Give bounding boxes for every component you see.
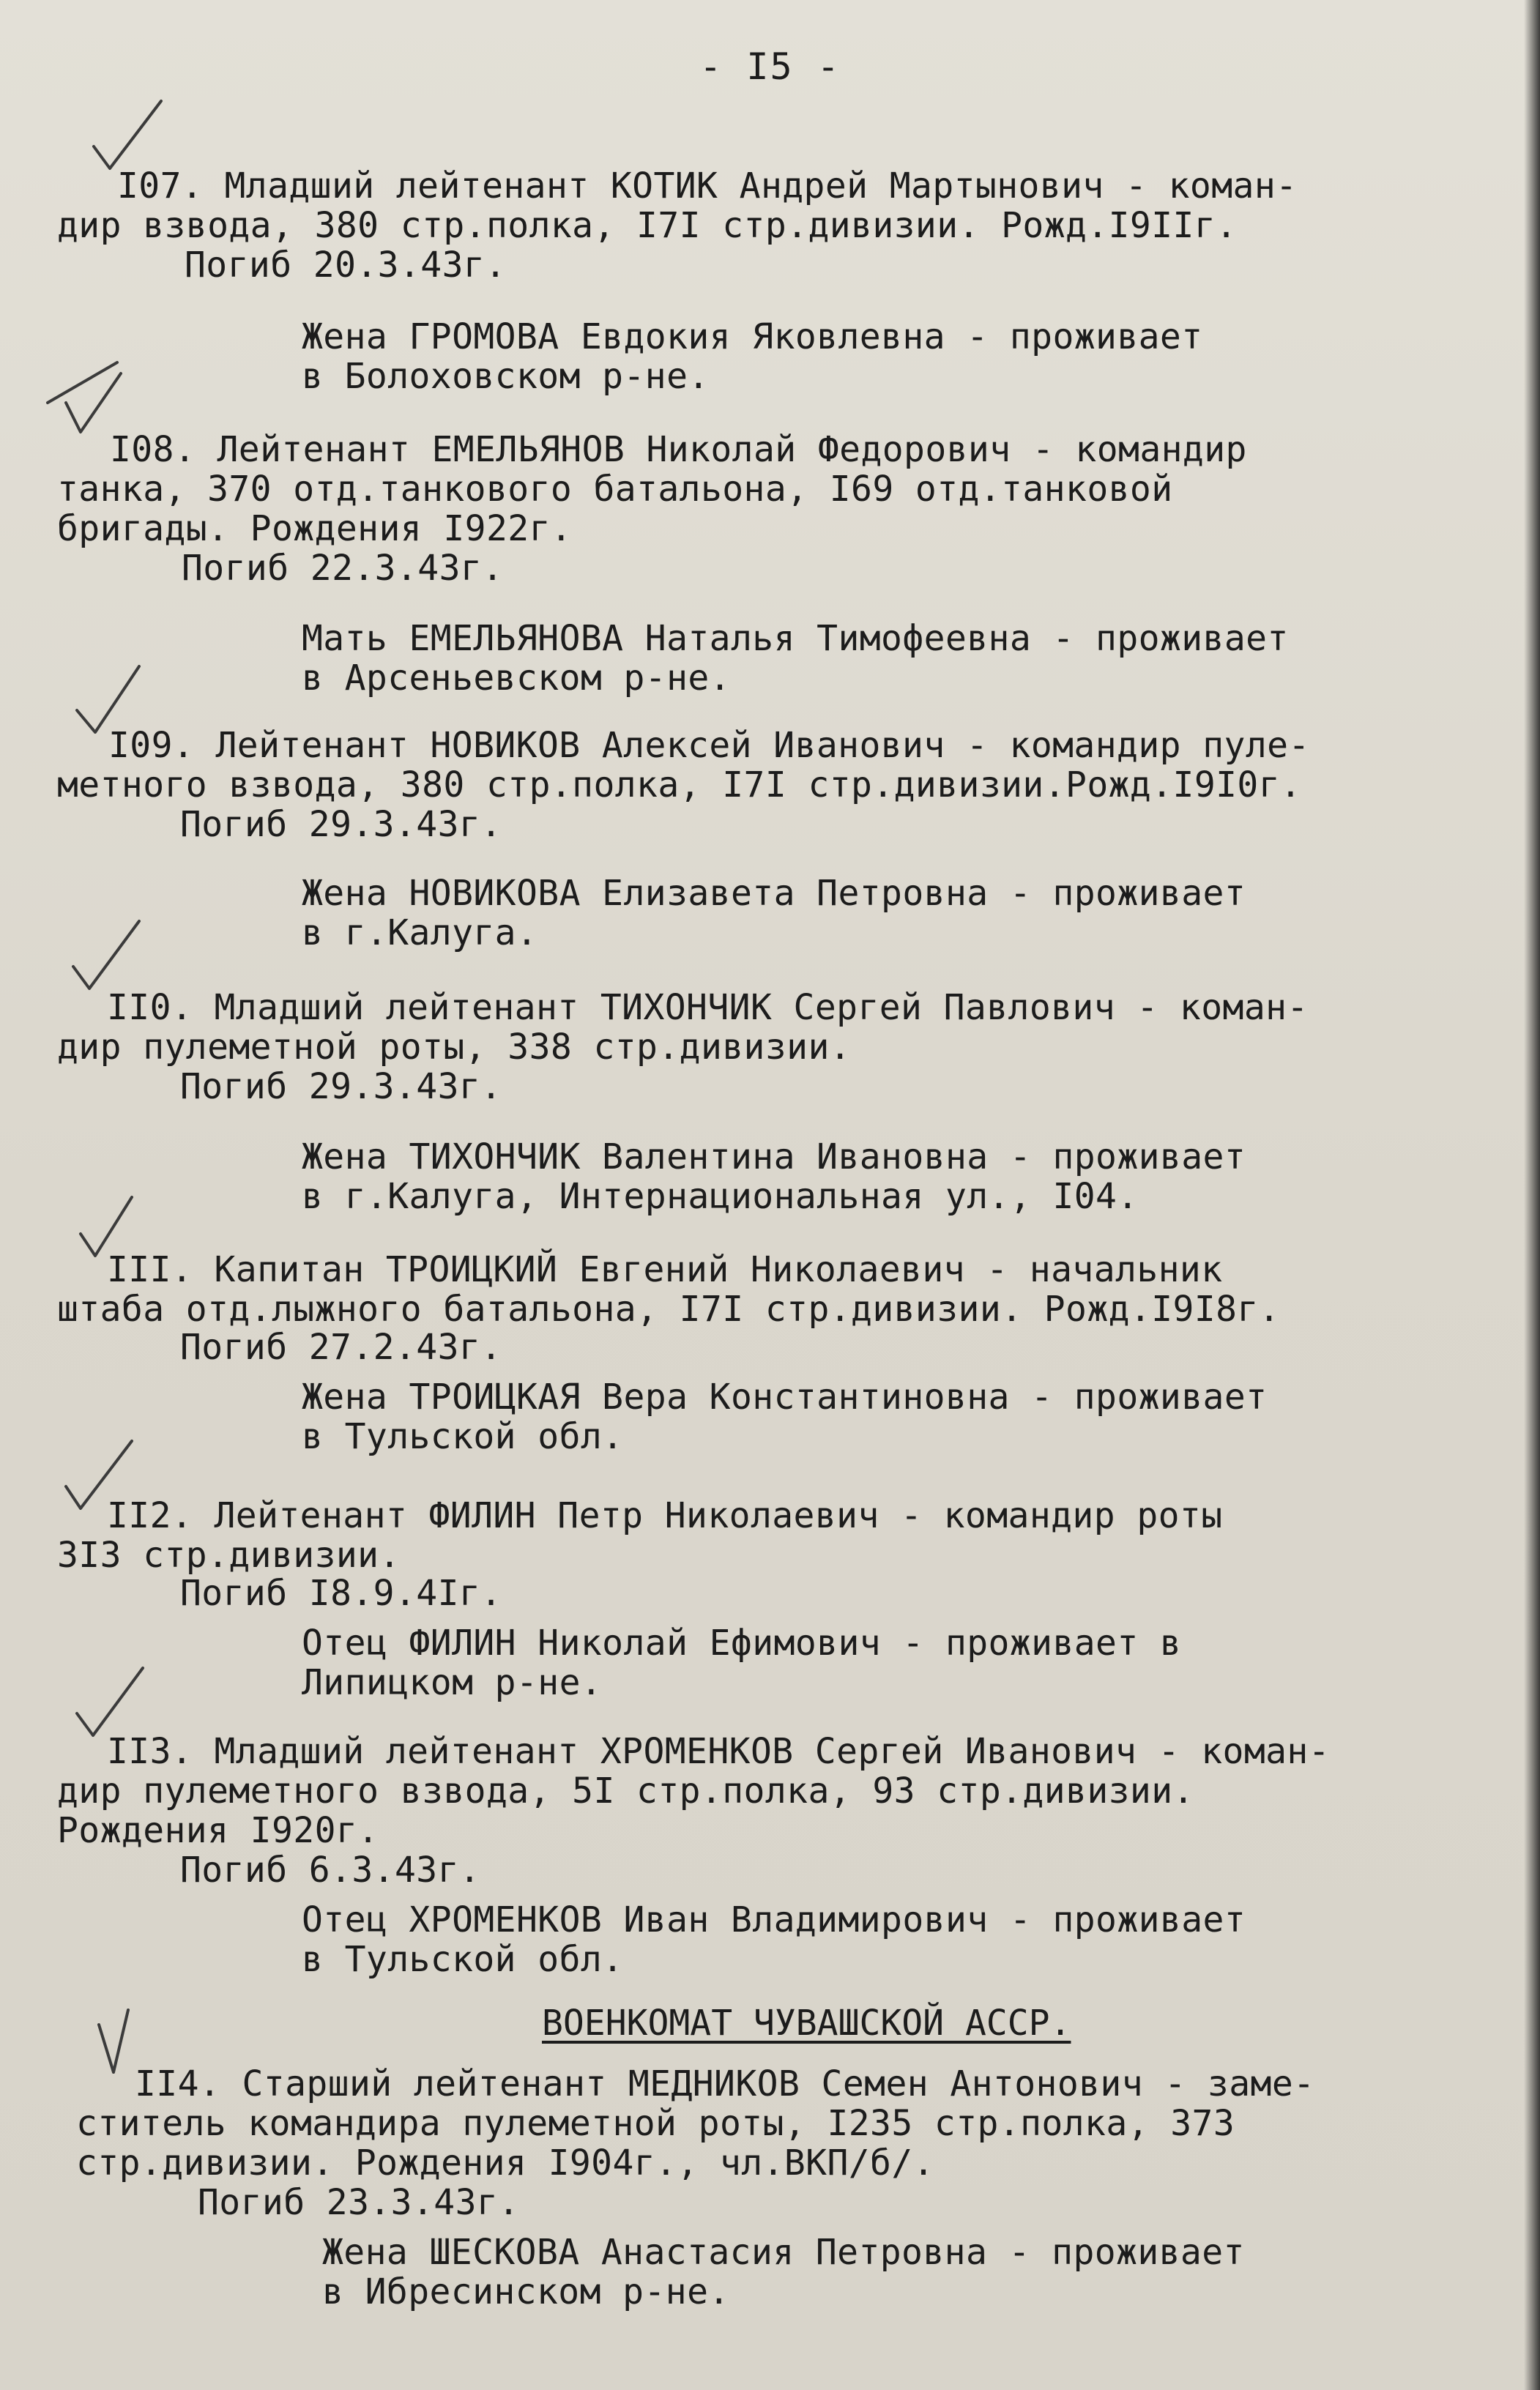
relative-line: в Арсеньевском р-не. bbox=[302, 658, 731, 699]
entry-death-line: Погиб 22.3.43г. bbox=[182, 548, 504, 589]
relative-line: Жена НОВИКОВА Елизавета Петровна - проживает bbox=[302, 873, 1246, 914]
entry-line: I08. Лейтенант ЕМЕЛЬЯНОВ Николай Федорович - командир bbox=[110, 429, 1247, 470]
entry-line: II0. Младший лейтенант ТИХОНЧИК Сергей Павлович - коман- bbox=[107, 987, 1309, 1028]
entry-line: II4. Старший лейтенант МЕДНИКОВ Семен Антонович - заме- bbox=[135, 2063, 1315, 2104]
relative-line: в Ибресинском р-не. bbox=[322, 2271, 730, 2312]
section-title: ВОЕНКОМАТ ЧУВАШСКОЙ АССР. bbox=[542, 2003, 1071, 2044]
entry-death-line: Погиб 29.3.43г. bbox=[180, 804, 502, 845]
relative-line: Отец ФИЛИН Николай Ефимович - проживает в bbox=[302, 1623, 1182, 1664]
entry-death-line: Погиб 29.3.43г. bbox=[180, 1066, 502, 1107]
relative-line: Липицком р-не. bbox=[302, 1662, 603, 1703]
entry-line: дир пулеметной роты, 338 стр.дивизии. bbox=[57, 1027, 852, 1068]
entry-line: I07. Младший лейтенант КОТИК Андрей Мартынович - коман- bbox=[117, 165, 1298, 206]
relative-line: в Тульской обл. bbox=[302, 1939, 624, 1980]
entry-line: стр.дивизии. Рождения I904г., чл.ВКП/б/. bbox=[76, 2143, 934, 2184]
relative-line: в г.Калуга. bbox=[302, 912, 538, 953]
relative-line: в Тульской обл. bbox=[302, 1416, 624, 1457]
entry-line: дир взвода, 380 стр.полка, I7I стр.дивизии. Рожд.I9IIг. bbox=[57, 205, 1238, 246]
relative-line: Отец ХРОМЕНКОВ Иван Владимирович - проживает bbox=[302, 1899, 1246, 1940]
entry-line: танка, 370 отд.танкового батальона, I69 отд.танковой bbox=[57, 469, 1173, 510]
entry-death-line: Погиб 23.3.43г. bbox=[198, 2182, 520, 2223]
entry-death-line: Погиб 27.2.43г. bbox=[180, 1327, 502, 1368]
relative-line: в Болоховском р-не. bbox=[302, 356, 710, 397]
entry-death-line: Погиб 20.3.43г. bbox=[185, 245, 507, 286]
entry-line: I09. Лейтенант НОВИКОВ Алексей Иванович - командир пуле- bbox=[108, 725, 1310, 766]
entry-line: метного взвода, 380 стр.полка, I7I стр.дивизии.Рожд.I9I0г. bbox=[57, 764, 1302, 805]
entry-line: II2. Лейтенант ФИЛИН Петр Николаевич - командир роты bbox=[107, 1495, 1223, 1536]
page-number: - I5 - bbox=[699, 45, 841, 88]
entry-death-line: Погиб I8.9.4Iг. bbox=[180, 1573, 502, 1614]
entry-line: II3. Младший лейтенант ХРОМЕНКОВ Сергей Иванович - коман- bbox=[107, 1731, 1331, 1772]
relative-line: Жена ШЕСКОВА Анастасия Петровна - проживает bbox=[322, 2232, 1245, 2273]
relative-line: Жена ТРОИЦКАЯ Вера Константиновна - проживает bbox=[302, 1377, 1268, 1418]
checkmark-icon bbox=[66, 915, 146, 996]
entry-line: III. Капитан ТРОИЦКИЙ Евгений Николаевич - начальник bbox=[107, 1249, 1223, 1290]
checkmark-icon bbox=[88, 95, 168, 176]
entry-line: дир пулеметного взвода, 5I стр.полка, 93 стр.дивизии. bbox=[57, 1771, 1194, 1812]
entry-death-line: Погиб 6.3.43г. bbox=[180, 1850, 481, 1891]
relative-line: Жена ТИХОНЧИК Валентина Ивановна - проживает bbox=[302, 1136, 1246, 1177]
relative-line: в г.Калуга, Интернациональная ул., I04. bbox=[302, 1176, 1139, 1217]
entry-line: Рождения I920г. bbox=[57, 1810, 379, 1851]
entry-line: ститель командира пулеметной роты, I235 стр.полка, 373 bbox=[76, 2103, 1235, 2144]
entry-line: 3I3 стр.дивизии. bbox=[57, 1535, 401, 1576]
checkmark-icon bbox=[44, 359, 124, 439]
scan-edge-shadow bbox=[1524, 0, 1540, 2390]
entry-line: бригады. Рождения I922г. bbox=[57, 508, 573, 549]
entry-line: штаба отд.лыжного батальона, I7I стр.дивизии. Рожд.I9I8г. bbox=[57, 1289, 1281, 1330]
relative-line: Жена ГРОМОВА Евдокия Яковлевна - проживает bbox=[302, 316, 1203, 357]
relative-line: Мать ЕМЕЛЬЯНОВА Наталья Тимофеевна - проживает bbox=[302, 618, 1289, 659]
